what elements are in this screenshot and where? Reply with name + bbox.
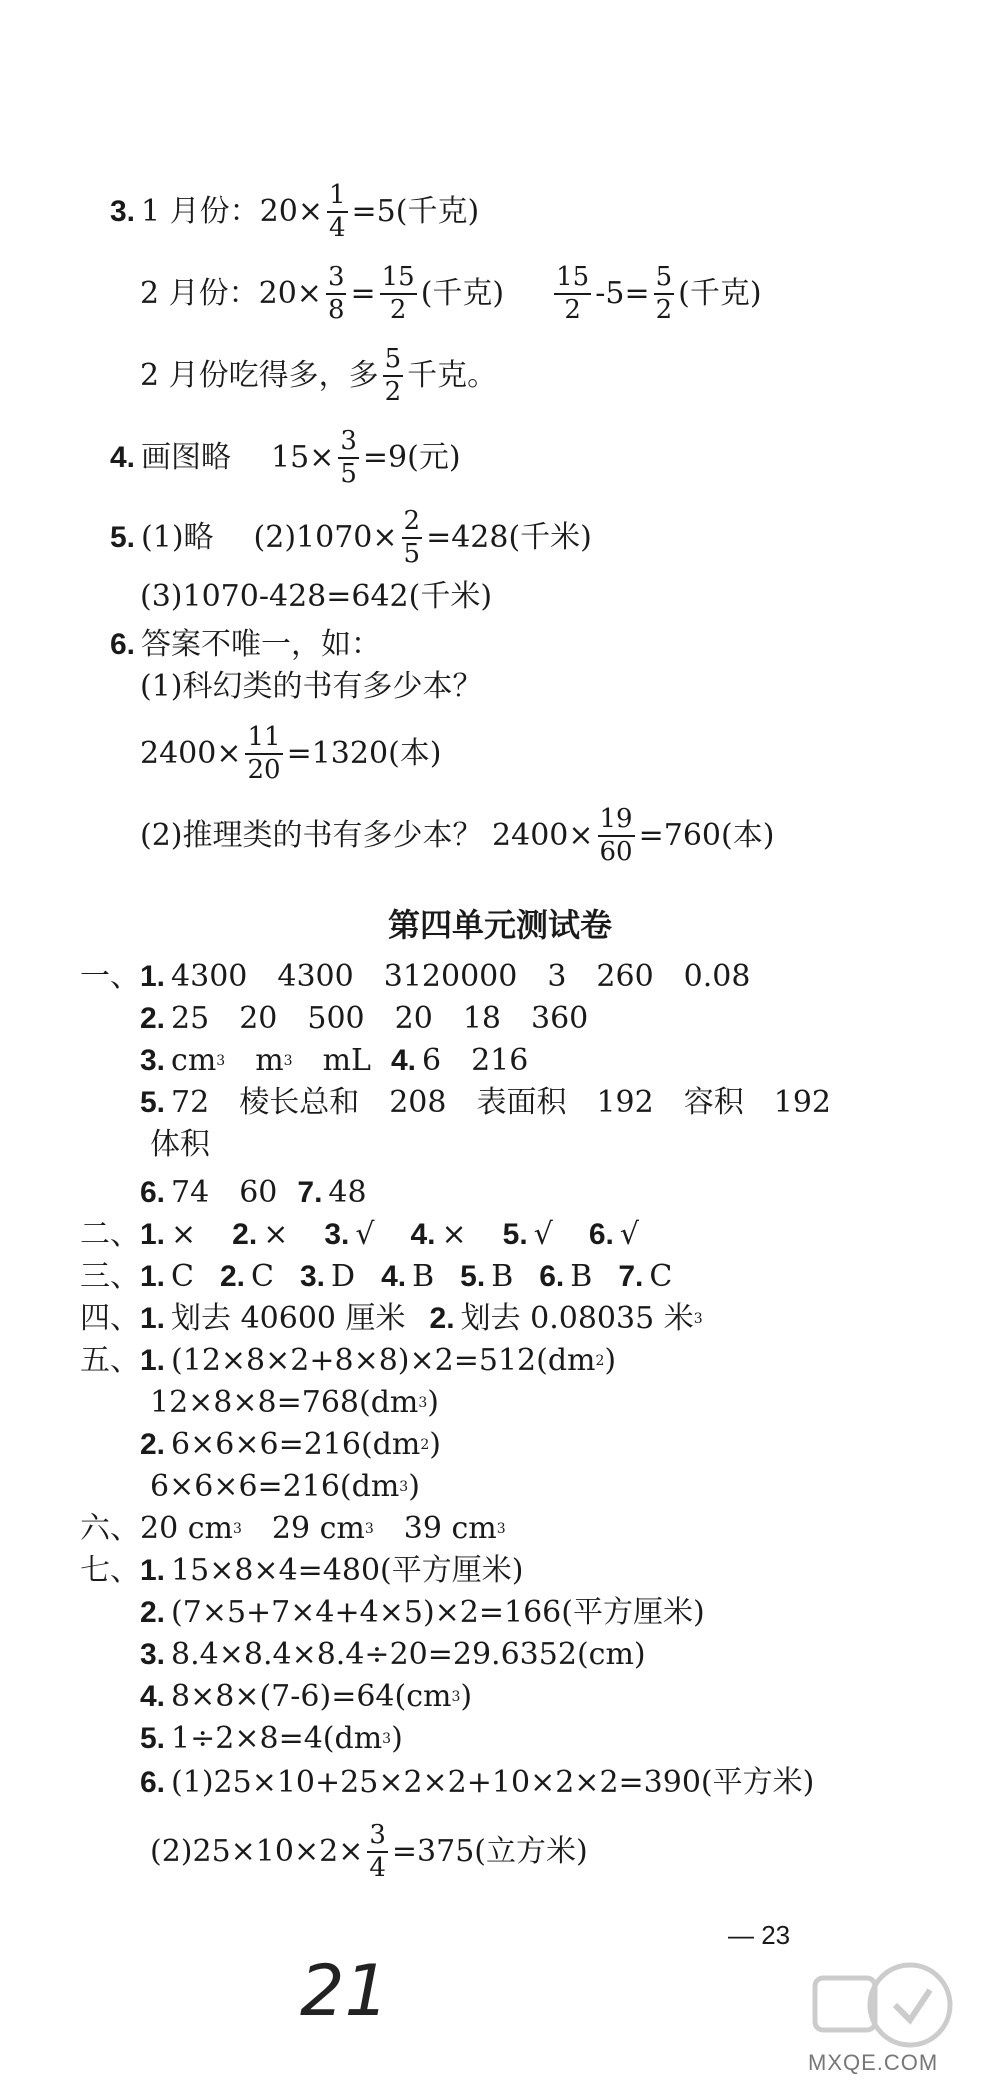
item-6-line-1 (110, 627, 382, 662)
item-number: 4. (381, 1260, 407, 1293)
answer: 29 cm (241, 1511, 365, 1546)
part-1-q2 (140, 1001, 589, 1036)
answer: 6×6×6=216(dm (150, 1469, 400, 1504)
answer: × (171, 1217, 197, 1252)
fraction: $\frac{2}{5}$ (403, 506, 421, 570)
part-label: 七、 (80, 1553, 140, 1588)
part-5-q1: 五、 1. (12×8×2+8×8)×2=512(dm 2 ) (80, 1343, 617, 1378)
item-number: 1. (140, 960, 166, 993)
item-number: 4. (410, 1218, 436, 1251)
part-label: 六、 (80, 1511, 140, 1546)
item-number: 3. (324, 1218, 350, 1251)
part-7-q6 (140, 1765, 815, 1800)
item-number: 1. (140, 1218, 166, 1251)
text: =9(元) (362, 440, 461, 476)
answer: m (225, 1043, 284, 1078)
fraction: $\frac{5}{2}$ (384, 344, 402, 408)
answer: 15×8×4=480(平方厘米) (171, 1553, 524, 1588)
item-4 (110, 428, 461, 489)
answer: 48 (328, 1175, 367, 1210)
answer: 体积 (150, 1127, 210, 1162)
answer: 12×8×8=768(dm (150, 1385, 419, 1420)
answer: (7×5+7×4+4×5)×2=166(平方厘米) (171, 1595, 705, 1630)
part-label: 二、 (80, 1217, 140, 1252)
answer: mL (292, 1043, 371, 1078)
text: (千克) (420, 276, 505, 312)
answer: 8.4×8.4×8.4÷20=29.6352(cm) (171, 1637, 646, 1672)
part-5-q2: 2. 6×6×6=216(dm 2 ) (140, 1427, 441, 1462)
text: -5= (595, 276, 650, 312)
item-5-line-2 (140, 579, 493, 614)
answer: ) (429, 1427, 441, 1462)
part-2 (80, 1217, 639, 1252)
fraction: $\frac{5}{2}$ (655, 262, 673, 326)
fraction: $\frac{19}{60}$ (599, 804, 633, 868)
part-1-q5 (140, 1085, 831, 1120)
part-3 (80, 1259, 673, 1294)
item-6-line-2 (140, 669, 483, 704)
item-number: 5. (140, 1722, 166, 1755)
answer: C (171, 1259, 194, 1294)
answer: 1÷2×8=4(dm (171, 1721, 383, 1756)
answer: 划去 0.08035 米 (460, 1301, 694, 1336)
item-6-line-3 (140, 724, 441, 785)
part-1-q6-q7 (140, 1175, 367, 1210)
fraction: $\frac{1}{4}$ (328, 180, 346, 244)
item-number: 2. (140, 1428, 166, 1461)
part-label: 四、 (80, 1301, 140, 1336)
part-7-q5: 5. 1÷2×8=4(dm 3 ) (140, 1721, 403, 1756)
answer: 6×6×6=216(dm (171, 1427, 421, 1462)
page-number: — 23 (728, 1920, 791, 1950)
text: 2400× (140, 736, 242, 772)
item-number: 5. (110, 521, 136, 555)
item-number: 6. (140, 1176, 166, 1209)
item-number: 4. (140, 1680, 166, 1713)
item-number: 2. (140, 1596, 166, 1629)
item-3-line-3 (140, 346, 497, 407)
text: 画图略 (141, 440, 232, 476)
text: 2 月份吃得多，多 (140, 358, 379, 394)
part-7-q1 (80, 1553, 524, 1588)
part-6: 六、 20 cm 3 29 cm 3 39 cm 3 (80, 1511, 506, 1546)
text: 2 月份：20× (140, 276, 322, 312)
answer: C (251, 1259, 274, 1294)
text: 答案不唯一，如： (141, 627, 382, 662)
handwritten-number: 21 (300, 1950, 390, 2032)
part-1-q1 (80, 959, 751, 994)
answer: (12×8×2+8×8)×2=512(dm (171, 1343, 596, 1378)
answer: 25 20 500 20 18 360 (171, 1001, 589, 1036)
item-number: 3. (110, 195, 136, 229)
item-number: 2. (220, 1260, 246, 1293)
answer: C (649, 1259, 673, 1294)
item-number: 4. (390, 1044, 416, 1077)
item-number: 3. (300, 1260, 326, 1293)
item-number: 5. (502, 1218, 528, 1251)
item-number: 3. (140, 1044, 166, 1077)
answer: D (331, 1259, 356, 1294)
text: =5(千克) (351, 194, 480, 230)
fraction: $\frac{3}{4}$ (369, 1820, 386, 1884)
answer: ) (604, 1343, 617, 1378)
answer: × (441, 1217, 467, 1252)
item-number: 7. (618, 1260, 644, 1293)
part-7-q6-b (150, 1822, 588, 1883)
part-1-q3-q4: 3. cm 3 m 3 mL 4. 6 216 (140, 1043, 529, 1078)
answer: × (263, 1217, 289, 1252)
item-number: 6. (110, 628, 136, 661)
fraction: $\frac{3}{8}$ (327, 262, 345, 326)
answer: 20 cm (140, 1511, 233, 1546)
fraction: $\frac{11}{20}$ (247, 722, 281, 786)
answer: √ (533, 1217, 553, 1252)
item-3-line-2 (140, 264, 762, 325)
item-number: 1. (140, 1260, 166, 1293)
answer: ) (460, 1679, 473, 1714)
part-4: 四、 1. 划去 40600 厘米 2. 划去 0.08035 米 3 (80, 1301, 703, 1336)
text: (千克) (678, 276, 762, 312)
text: 15× (271, 440, 335, 476)
part-5-q2-b: 6×6×6=216(dm 3 ) (150, 1469, 420, 1504)
answer: B (412, 1259, 435, 1294)
part-label: 三、 (80, 1259, 140, 1294)
item-number: 1. (140, 1554, 166, 1587)
text: =1320(本) (286, 736, 442, 772)
part-5-q1-b: 12×8×8=768(dm 3 ) (150, 1385, 440, 1420)
answer: √ (355, 1217, 375, 1252)
item-number: 1. (140, 1344, 166, 1377)
text: =428(千米) (426, 520, 592, 556)
part-7-q4: 4. 8×8×(7-6)=64(cm 3 ) (140, 1679, 473, 1714)
item-number: 2. (429, 1302, 455, 1335)
item-number: 7. (297, 1176, 323, 1209)
item-number: 2. (232, 1218, 258, 1251)
part-7-q2 (140, 1595, 705, 1630)
part-1-q5-cont (150, 1127, 210, 1162)
page-heading: 第四单元测试卷 (387, 906, 612, 944)
item-6-line-4 (140, 806, 774, 867)
item-number: 5. (460, 1260, 486, 1293)
part-label: 一、 (80, 959, 140, 994)
text: (2)推理类的书有多少本？ 2400× (140, 818, 594, 854)
item-number: 2. (140, 1002, 166, 1035)
answer: 74 60 (171, 1175, 278, 1210)
fraction: $\frac{3}{5}$ (340, 426, 357, 490)
answer: 6 216 (421, 1043, 529, 1078)
answer: =375(立方米) (391, 1834, 588, 1870)
item-5-line-1 (110, 508, 592, 569)
answer: B (491, 1259, 514, 1294)
answer: 39 cm (373, 1511, 497, 1546)
fraction: $\frac{15}{2}$ (381, 262, 415, 326)
item-number: 1. (140, 1302, 166, 1335)
text: 1 月份：20× (141, 194, 323, 230)
item-number: 6. (140, 1766, 166, 1799)
text: (1)科幻类的书有多少本？ (140, 669, 483, 704)
answer: (2)25×10×2× (150, 1834, 364, 1870)
answer: ) (408, 1469, 420, 1504)
part-7-q3 (140, 1637, 646, 1672)
item-number: 4. (110, 441, 136, 475)
text: (2)1070× (253, 520, 398, 556)
text: = (350, 276, 376, 312)
answer: 划去 40600 厘米 (171, 1301, 406, 1336)
answer: B (570, 1259, 593, 1294)
text: =760(本) (638, 818, 775, 854)
fraction: $\frac{15}{2}$ (556, 262, 590, 326)
item-number: 5. (140, 1086, 166, 1119)
text: 千克。 (407, 358, 498, 394)
watermark-text: MXQE.COM (808, 2050, 939, 2075)
part-label: 五、 (80, 1343, 140, 1378)
answer: 4300 4300 3120000 3 260 0.08 (171, 959, 751, 994)
answer: cm (171, 1043, 217, 1078)
item-number: 6. (539, 1260, 565, 1293)
item-3-line-1 (110, 182, 479, 243)
answer: 72 棱长总和 208 表面积 192 容积 192 (171, 1085, 831, 1120)
text: (1)略 (141, 520, 214, 556)
text: (3)1070-428=642(千米) (140, 579, 493, 614)
item-number: 6. (588, 1218, 614, 1251)
answer: ) (391, 1721, 403, 1756)
item-number: 3. (140, 1638, 166, 1671)
answer: (1)25×10+25×2×2+10×2×2=390(平方米) (171, 1765, 815, 1800)
answer: ) (427, 1385, 440, 1420)
answer: 8×8×(7-6)=64(cm (171, 1679, 452, 1714)
answer: √ (619, 1217, 639, 1252)
